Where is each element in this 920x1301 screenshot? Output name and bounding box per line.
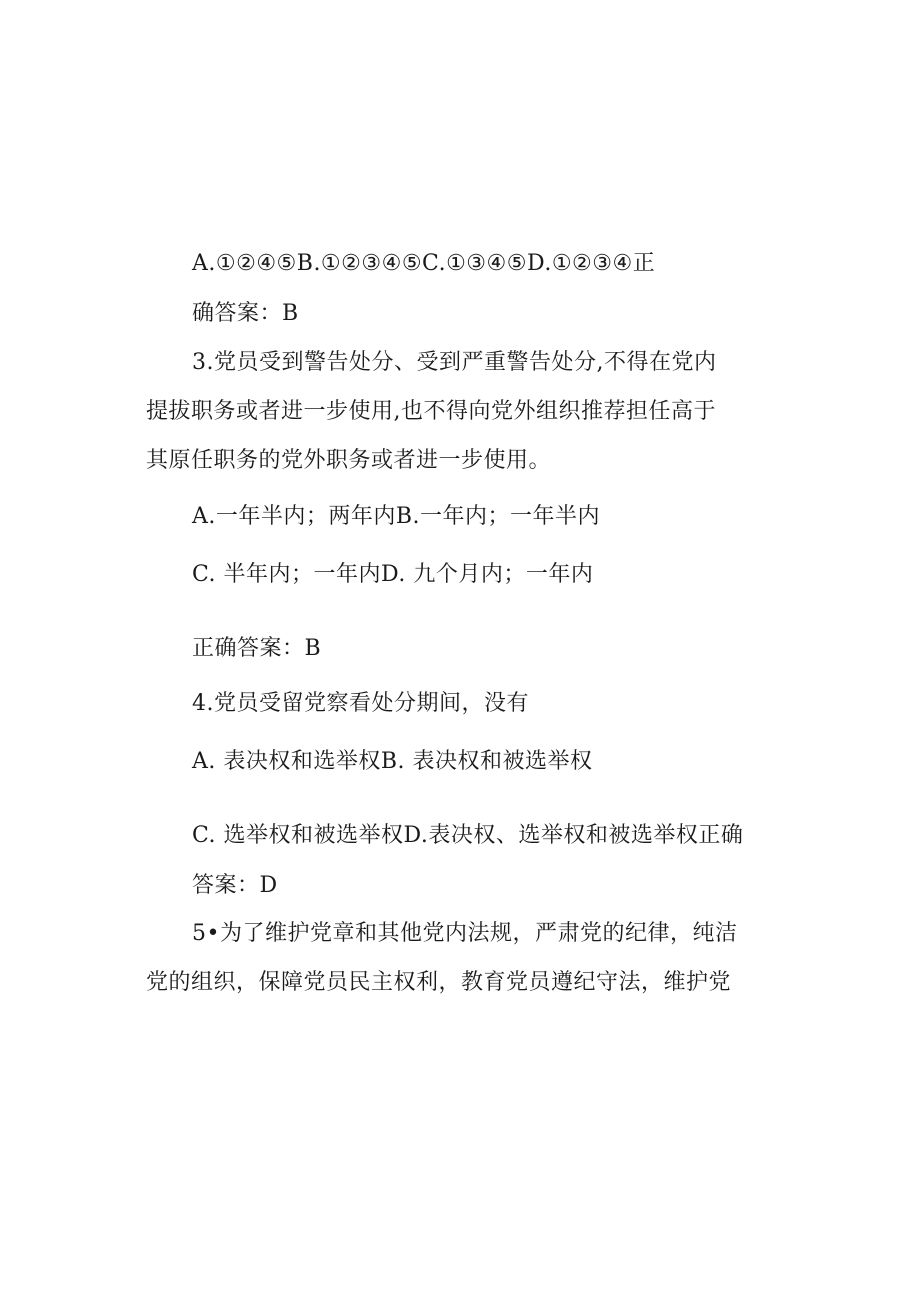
question-3-options-cd: C. 半年内；一年内D. 九个月内；一年内	[192, 562, 594, 587]
question-3-options-ab: A.一年半内；两年内B.一年内；一年半内	[192, 504, 601, 529]
question-3-text-line-3: 其原任职务的党外职务或者进一步使用。	[146, 448, 552, 473]
question-3-text-line-2: 提拔职务或者进一步使用,也不得向党外组织推荐担任高于	[146, 399, 716, 424]
question-4-text: 4.党员受留党察看处分期间，没有	[192, 691, 529, 716]
question-3-answer: 正确答案：B	[192, 636, 322, 661]
question-2-options: A.①②④⑤B.①②③④⑤C.①③④⑤D.①②③④正	[192, 251, 656, 276]
question-2-answer: 确答案：B	[192, 301, 299, 326]
question-5-text-line-1: 5•为了维护党章和其他党内法规，严肃党的纪律，纯洁	[192, 921, 738, 946]
question-4-options-cd: C. 选举权和被选举权D.表决权、选举权和被选举权正确	[192, 823, 744, 848]
question-4-options-ab: A. 表决权和选举权B. 表决权和被选举权	[192, 749, 593, 774]
question-3-text-line-1: 3.党员受到警告处分、受到严重警告处分,不得在党内	[192, 350, 717, 375]
question-4-answer: 答案：D	[192, 873, 278, 898]
question-5-text-line-2: 党的组织，保障党员民主权利，教育党员遵纪守法，维护党	[146, 970, 732, 995]
